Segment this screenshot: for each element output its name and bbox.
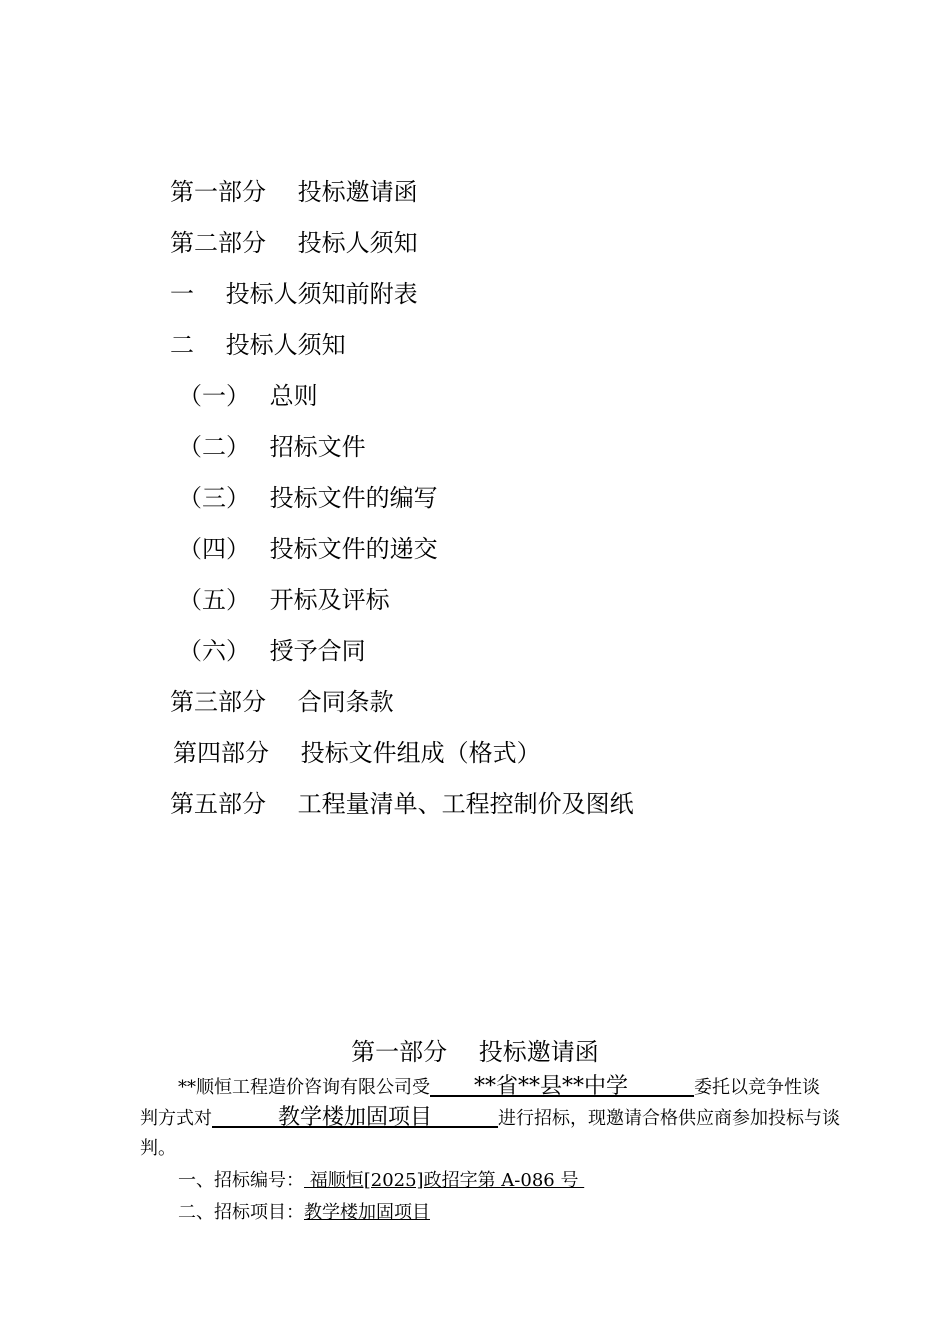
method-text: 判方式对 (140, 1108, 212, 1129)
toc-item-part1: 第一部分 投标邀请函 (170, 178, 418, 206)
toc-item-contract-award: （六） 授予合同 (178, 637, 366, 665)
toc-item-opening-evaluation: （五） 开标及评标 (178, 586, 390, 614)
toc-item-bid-preparation: （三） 投标文件的编写 (178, 484, 438, 512)
project-name: 教学楼加固项目 (212, 1105, 499, 1130)
commissioning-text: **顺恒工程造价咨询有限公司受 (178, 1077, 430, 1098)
invitation-line-3: 判。 (140, 1138, 176, 1159)
toc-item-part2-sub2: 二 投标人须知 (170, 331, 346, 359)
toc-item-part2-sub1: 一 投标人须知前附表 (170, 280, 418, 308)
tender-number-label: 一、招标编号： (178, 1170, 304, 1191)
invitation-text: 进行招标，现邀请合格供应商参加投标与谈 (498, 1108, 841, 1129)
toc-item-part4: 第四部分 投标文件组成（格式） (173, 739, 541, 767)
tender-number-value: 福顺恒[2025]政招字第 A-086 号 (304, 1170, 585, 1191)
toc-item-general: （一） 总则 (178, 382, 318, 410)
toc-item-part3: 第三部分 合同条款 (170, 688, 394, 716)
toc-item-part5: 第五部分 工程量清单、工程控制价及图纸 (170, 790, 634, 818)
tender-project-label: 二、招标项目： (178, 1202, 304, 1223)
toc-item-part2: 第二部分 投标人须知 (170, 229, 418, 257)
toc-item-bid-submission: （四） 投标文件的递交 (178, 535, 438, 563)
invitation-line-1 (178, 1076, 820, 1098)
toc-item-tender-docs: （二） 招标文件 (178, 433, 366, 461)
commission-text: 委托以竞争性谈 (694, 1077, 821, 1098)
tender-project-value: 教学楼加固项目 (304, 1202, 430, 1223)
tender-number-line (178, 1172, 584, 1190)
invitation-line-2 (140, 1107, 840, 1129)
tender-project-line (178, 1204, 430, 1222)
client-name: **省**县**中学 (430, 1074, 695, 1099)
section-heading: 第一部分 投标邀请函 (351, 1038, 599, 1066)
